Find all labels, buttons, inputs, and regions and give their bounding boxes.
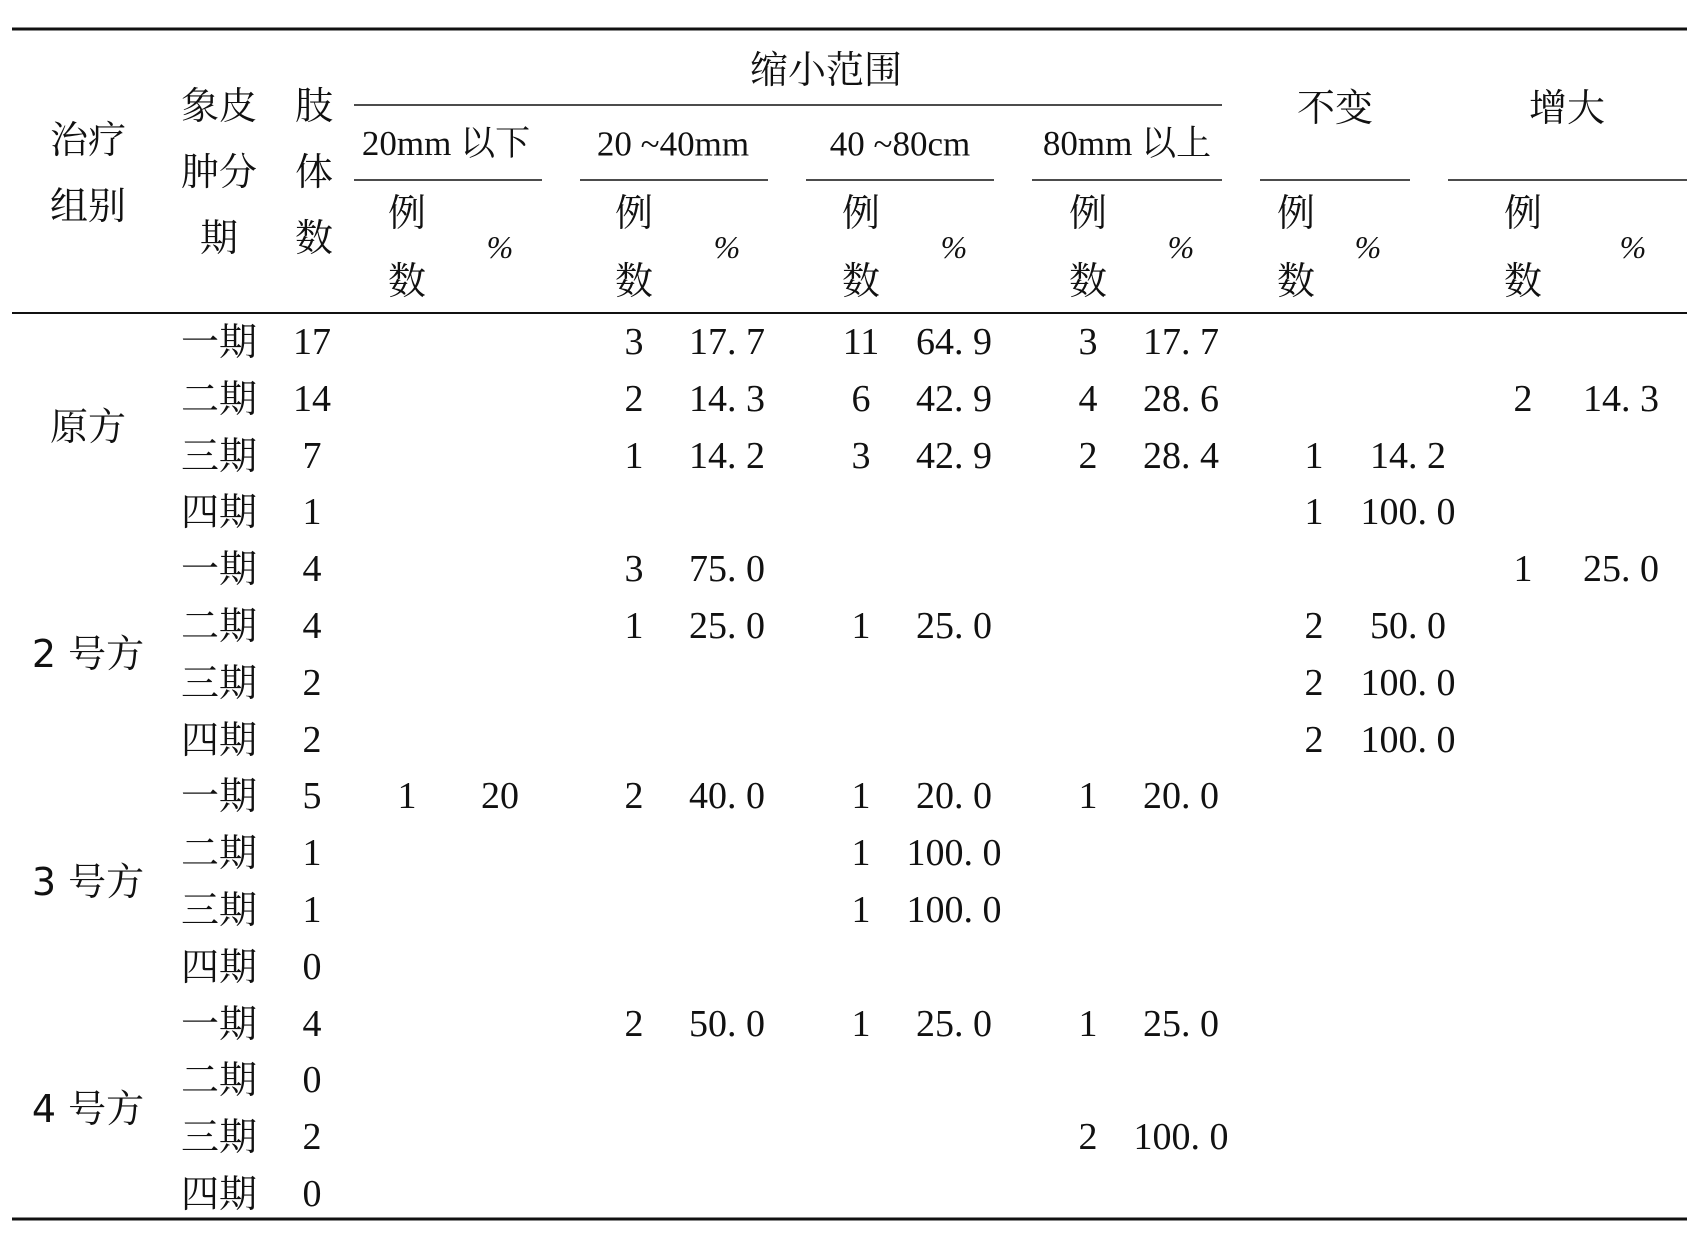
cell-limbs: 14 — [293, 377, 331, 420]
cell-r4n: 1 — [1078, 775, 1098, 818]
cell-r2n: 1 — [624, 605, 644, 647]
subheader-count-line2: 数 — [1503, 259, 1543, 303]
cell-limbs: 4 — [302, 548, 322, 591]
cell-limbs: 7 — [302, 434, 322, 477]
cell-r4p: 17. 7 — [1143, 321, 1219, 363]
header-unchanged: 不变 — [1296, 86, 1374, 130]
cell-limbs: 2 — [302, 718, 322, 761]
cell-stage: 三期 — [180, 888, 258, 932]
cell-r3n: 1 — [851, 605, 871, 647]
cell-r3p: 100. 0 — [906, 889, 1002, 931]
cell-r3p: 100. 0 — [906, 832, 1002, 875]
cell-up: 14. 2 — [1370, 434, 1446, 477]
cell-limbs: 17 — [293, 321, 331, 363]
header-limbs-line3: 数 — [294, 216, 334, 260]
cell-r3p: 64. 9 — [916, 321, 992, 363]
cell-r3n: 3 — [851, 434, 871, 477]
cell-group: 4 号方 — [31, 1086, 145, 1131]
cell-un: 2 — [1304, 605, 1324, 647]
header-range-1 — [362, 126, 530, 162]
cell-stage: 一期 — [180, 774, 258, 819]
range-4-label: 以上 — [1141, 124, 1212, 164]
subheader-percent: % — [1167, 229, 1195, 265]
header-stage-line3: 期 — [199, 216, 239, 260]
cell-r3n: 1 — [851, 1002, 871, 1045]
cell-r4p: 20. 0 — [1143, 775, 1219, 818]
cell-r3p: 42. 9 — [916, 434, 992, 477]
range-2-unit: 20 ~40mm — [596, 124, 750, 164]
cell-limbs: 5 — [302, 775, 322, 818]
cell-stage: 四期 — [180, 1172, 258, 1216]
cell-r3n: 1 — [851, 775, 871, 818]
cell-limbs: 1 — [302, 832, 322, 875]
header-range-3 — [829, 124, 971, 164]
subheader-percent: % — [713, 229, 741, 265]
cell-up: 50. 0 — [1370, 605, 1446, 647]
cell-limbs: 1 — [302, 889, 322, 931]
cell-r1n: 1 — [397, 775, 417, 818]
cell-up: 100. 0 — [1360, 718, 1456, 761]
cell-r4n: 2 — [1078, 434, 1098, 477]
cell-r4p: 28. 4 — [1143, 434, 1219, 477]
cell-r4p: 28. 6 — [1143, 377, 1219, 420]
cell-r3p: 42. 9 — [916, 377, 992, 420]
cell-stage: 四期 — [180, 717, 258, 762]
subheader-count-line1: 例 — [1068, 191, 1108, 235]
cell-up: 100. 0 — [1360, 491, 1456, 534]
cell-un: 1 — [1304, 491, 1324, 534]
cell-stage: 三期 — [180, 433, 258, 478]
cell-stage: 一期 — [180, 320, 258, 364]
subheader-count-line2: 数 — [387, 259, 427, 303]
cell-r4n: 3 — [1078, 321, 1098, 363]
subheader-count-line1: 例 — [387, 191, 427, 235]
cell-stage: 二期 — [180, 1058, 258, 1103]
cell-r3n: 6 — [851, 377, 871, 420]
header-stage-line1: 象皮 — [180, 84, 258, 128]
header-limbs-line1: 肢 — [294, 84, 334, 128]
cell-ep: 14. 3 — [1583, 377, 1659, 420]
cell-r3p: 25. 0 — [916, 1002, 992, 1045]
cell-r4p: 25. 0 — [1143, 1002, 1219, 1045]
cell-limbs: 0 — [302, 1059, 322, 1102]
cell-un: 2 — [1304, 718, 1324, 761]
cell-r3n: 1 — [851, 832, 871, 875]
range-4-unit: 80mm — [1042, 124, 1142, 163]
range-1-label: 以下 — [460, 124, 531, 164]
cell-r1p: 20 — [481, 775, 519, 818]
subheader-percent: % — [486, 229, 514, 265]
cell-group: 3 号方 — [31, 859, 145, 904]
cell-stage: 三期 — [180, 660, 258, 705]
cell-stage: 四期 — [180, 944, 258, 989]
cell-stage: 二期 — [180, 376, 258, 421]
cell-stage: 二期 — [180, 604, 258, 648]
cell-limbs: 1 — [302, 491, 322, 534]
subheader-count-line1: 例 — [614, 191, 654, 235]
subheader-count-line1: 例 — [1276, 191, 1316, 235]
cell-r3p: 25. 0 — [916, 605, 992, 647]
subheader-count-line1: 例 — [1503, 191, 1543, 235]
range-1-unit: 20mm — [361, 124, 461, 163]
cell-r2p: 25. 0 — [689, 605, 765, 647]
cell-group: 2 号方 — [31, 632, 145, 677]
subheader-percent: % — [1619, 229, 1647, 265]
cell-r2p: 14. 3 — [689, 377, 765, 420]
subheader-count-line2: 数 — [614, 259, 654, 303]
cell-r2n: 2 — [624, 1002, 644, 1045]
cell-r2n: 3 — [624, 548, 644, 591]
cell-group: 原方 — [49, 405, 127, 450]
subheader-percent: % — [1354, 229, 1382, 265]
subheader-count-line2: 数 — [1068, 259, 1108, 303]
cell-r2p: 75. 0 — [689, 548, 765, 591]
cell-r4n: 2 — [1078, 1116, 1098, 1159]
cell-limbs: 2 — [302, 1116, 322, 1159]
header-range-2 — [596, 124, 750, 164]
cell-un: 2 — [1304, 661, 1324, 704]
cell-stage: 二期 — [180, 831, 258, 876]
cell-ep: 25. 0 — [1583, 548, 1659, 591]
cell-limbs: 0 — [302, 1173, 322, 1215]
header-group-line2: 组别 — [49, 184, 127, 228]
subheader-count-line2: 数 — [1276, 259, 1316, 303]
cell-r3n: 11 — [842, 321, 880, 363]
cell-r2p: 17. 7 — [689, 321, 765, 363]
cell-stage: 四期 — [180, 490, 258, 535]
cell-r2n: 2 — [624, 377, 644, 420]
header-group-line1: 治疗 — [49, 118, 127, 162]
cell-en: 2 — [1513, 377, 1533, 420]
cell-up: 100. 0 — [1360, 661, 1456, 704]
subheader-count-line1: 例 — [841, 191, 881, 235]
cell-un: 1 — [1304, 434, 1324, 477]
header-shrink: 缩小范围 — [749, 48, 903, 92]
header-range-4 — [1043, 126, 1211, 162]
cell-limbs: 0 — [302, 945, 322, 988]
cell-en: 1 — [1513, 548, 1533, 591]
subheader-percent: % — [940, 229, 968, 265]
cell-r4p: 100. 0 — [1133, 1116, 1229, 1159]
cell-r2p: 40. 0 — [689, 775, 765, 818]
subheader-count-line2: 数 — [841, 259, 881, 303]
header-stage-line2: 肿分 — [180, 150, 258, 194]
cell-limbs: 4 — [302, 605, 322, 647]
range-3-unit: 40 ~80cm — [829, 124, 971, 164]
cell-stage: 一期 — [180, 547, 258, 592]
cell-r2n: 3 — [624, 321, 644, 363]
cell-stage: 三期 — [180, 1115, 258, 1160]
cell-limbs: 4 — [302, 1002, 322, 1045]
cell-r3p: 20. 0 — [916, 775, 992, 818]
cell-r4n: 1 — [1078, 1002, 1098, 1045]
cell-r2p: 14. 2 — [689, 434, 765, 477]
cell-stage: 一期 — [180, 1001, 258, 1046]
cell-r4n: 4 — [1078, 377, 1098, 420]
cell-r2p: 50. 0 — [689, 1002, 765, 1045]
header-enlarged: 增大 — [1528, 86, 1606, 130]
cell-r3n: 1 — [851, 889, 871, 931]
cell-limbs: 2 — [302, 661, 322, 704]
header-limbs-line2: 体 — [294, 150, 334, 194]
cell-r2n: 2 — [624, 775, 644, 818]
cell-r2n: 1 — [624, 434, 644, 477]
